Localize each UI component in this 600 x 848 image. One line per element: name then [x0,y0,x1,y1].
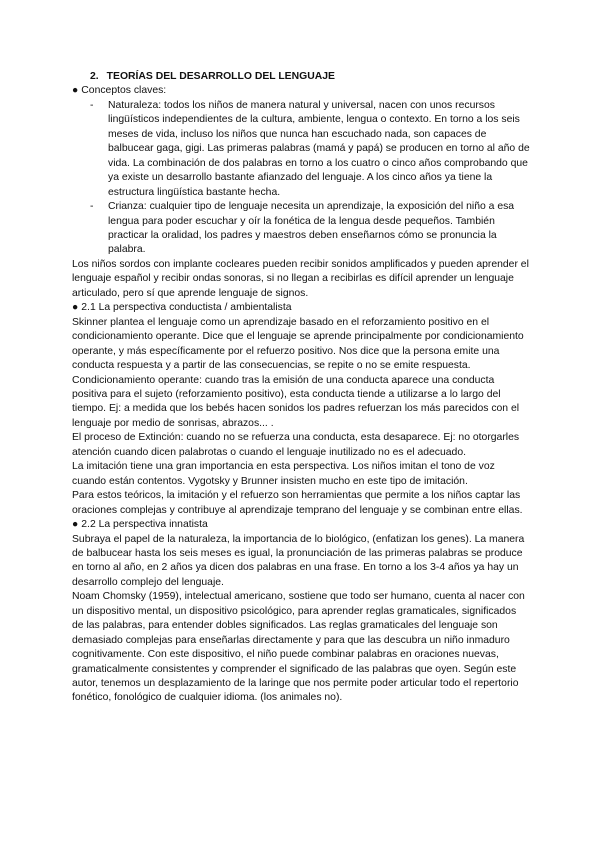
paragraph-chomsky: Noam Chomsky (1959), intelectual americano, sostiene que todo ser humano, cuenta al nacer con un dispositivo mental, un dispositivo psicológico, para aprender reglas gramaticales, significados de las palabras, para entender dobles significados. Las reglas gramaticales del lenguaje son demasiado complejas para enseñarlas directamente y para que las descubra un niño inmaduro cognitivamente. Con este dispositivo, el niño puede combinar palabras en oraciones nuevas, gramaticalmente consistentes y comprender el significado de las palabras que oyen. Según este autor, tenemos un desplazamiento de la laringe que nos permite poder articular todo el repertorio fonético, fonológico de cualquier idioma. (los animales no). [72,591,525,704]
concepts-bullet [72,84,530,98]
heading-number: 2. [90,71,99,82]
dash-marker: - [90,201,94,213]
section-2-2-bullet [72,518,530,532]
list-item-text: Crianza: cualquier tipo de lenguaje necesita un aprendizaje, la exposición del niño a esa lengua para poder escuchar y oír la fonética de la lengua desde pequeños. También practicar la oralidad, los padres y maestros deben enseñarnos cómo se pronuncia la palabra. [108,201,515,256]
paragraph-imitacion: La imitación tiene una gran importancia en esta perspectiva. Los niños imitan el tono de voz cuando están contentos. Vygotsky y Brunner insisten mucho en este tipo de imitación. [72,461,495,487]
paragraph-naturaleza: Subraya el papel de la naturaleza, la importancia de lo biológico, (enfatizan los genes). La manera de balbucear hasta los seis meses es igual, la pronunciación de las primeras palabras se produce en torno al año, en 2 años ya dicen dos palabras en una frase. En torno a los 3-4 años ya hay un desarrollo complejo del lenguaje. [72,533,525,588]
concepts-list [72,99,530,258]
section-2-2-label: 2.2 La perspectiva innatista [81,519,208,531]
bullet-dot-icon: ● [72,85,79,97]
paragraph-extincion: El proceso de Extinción: cuando no se refuerza una conducta, esta desaparece. Ej: no otorgarles atención cuando dicen palabrotas o cuando el lenguaje inutilizado no es el adecuado. [72,432,520,458]
heading-title: TEORÍAS DEL DESARROLLO DEL LENGUAJE [106,71,335,82]
paragraph-teoricos: Para estos teóricos, la imitación y el refuerzo son herramientas que permite a los niños captar las oraciones complejas y contribuye al aprendizaje temprano del lenguaje y se combinan entre ellas. [72,490,523,516]
section-2-1-label: 2.1 La perspectiva conductista / ambientalista [81,302,292,314]
section-heading [72,70,530,84]
section-2-1-bullet [72,301,530,315]
paragraph-condicionamiento: Condicionamiento operante: cuando tras la emisión de una conducta aparece una conducta positiva para el sujeto (reforzamiento positivo), esta conducta tiende a utilizarse a lo largo del tiempo. Ej: a medida que los bebés hacen sonidos los padres refuerzan los más parecidos con el lenguaje por medio de sonrisas, abrazos... . [72,374,520,429]
list-item-crianza [72,200,530,258]
bullet-dot-icon: ● [72,519,79,531]
list-item-text: Naturaleza: todos los niños de manera natural y universal, nacen con unos recursos lingüísticos independientes de la cultura, ambiente, lengua o contexto. En torno a los seis meses de vida, incluso los niños que nunca han escuchado nada, son capaces de balbucear gaga, gigi. Las primeras palabras (mamá y papá) se producen en torno al año de vida. La combinación de dos palabras en torno a los cuatro o cinco años comprobando que ya existe un desarrollo bastante afianzado del lenguaje. A los cinco años ya tiene la estructura lingüística bastante hecha. [108,99,530,198]
paragraph-skinner: Skinner plantea el lenguaje como un aprendizaje basado en el reforzamiento positivo en el condicionamiento operante. Dice que el lenguaje se aprende principalmente por condicionamiento operante, y más específicamente por el refuerzo positivo. Nos dice que la persona emite una conducta respuesta y a partir de las consecuencias, se repite o no se emite respuesta. [72,316,524,372]
paragraph-sordos: Los niños sordos con implante cocleares pueden recibir sonidos amplificados y pueden aprender el lenguaje español y recibir ondas sonoras, si no llegan a recibirlas es difícil aprender un lenguaje articulado, pero sí que aprende lenguaje de signos. [72,258,529,299]
list-item-naturaleza [72,99,530,200]
dash-marker: - [90,99,94,111]
bullet-dot-icon: ● [72,302,79,314]
concepts-label: Conceptos claves: [81,85,167,97]
